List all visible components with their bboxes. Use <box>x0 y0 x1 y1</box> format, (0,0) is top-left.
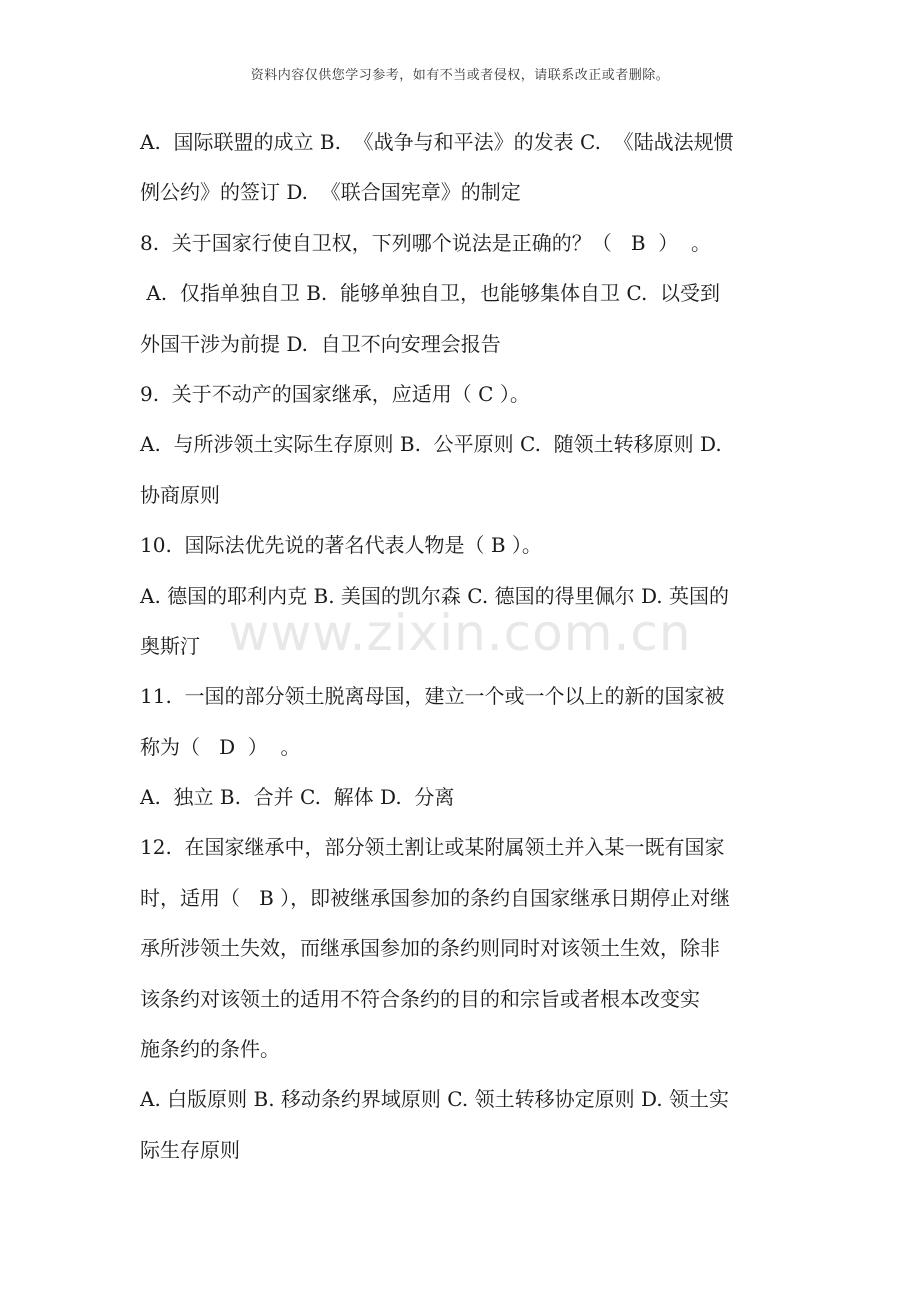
document-body <box>140 117 800 1175</box>
question-12-stem-line-5: 施条约的条件。 <box>140 1037 280 1062</box>
disclaimer-header: 资料内容仅供您学习参考，如有不当或者侵权，请联系改正或者删除。 <box>250 68 670 83</box>
question-12-stem-line-4: 该条约对该领土的适用不符合条约的目的和宗旨或者根本改变实 <box>140 986 700 1011</box>
question-8-options-line-2: 外国干涉为前提 D. 自卫不向安理会报告 <box>140 331 501 356</box>
watermark: www.zixin.com.cn <box>228 604 692 662</box>
question-12-options-line-1: A. 白版原则 B. 移动条约界域原则 C. 领土转移协定原则 D. 领土实 <box>140 1087 729 1112</box>
question-11-options: A. 独立 B. 合并 C. 解体 D. 分离 <box>140 785 455 810</box>
question-11-stem-line-1: 11. 一国的部分领土脱离母国，建立一个或一个以上的新的国家被 <box>140 684 725 709</box>
question-10-options-line-1: A. 德国的耶利内克 B. 美国的凯尔森 C. 德国的得里佩尔 D. 英国的 <box>140 583 729 608</box>
question-12-stem-line-3: 承所涉领土失效，而继承国参加的条约则同时对该领土生效，除非 <box>140 936 720 961</box>
question-10-stem: 10. 国际法优先说的著名代表人物是（ B ）。 <box>140 533 542 558</box>
question-9-options-line-2: 协商原则 <box>140 482 220 507</box>
question-11-stem-line-2: 称为（ D ） 。 <box>140 734 301 759</box>
question-8-stem: 8. 关于国家行使自卫权，下列哪个说法是正确的？（ B ） 。 <box>140 230 711 255</box>
question-9-options-line-1: A. 与所涉领土实际生存原则 B. 公平原则 C. 随领土转移原则 D. <box>140 432 722 457</box>
question-10-options-line-2: 奥斯汀 <box>140 633 200 658</box>
question-12-stem-line-1: 12. 在国家继承中，部分领土割让或某附属领土并入某一既有国家 <box>140 835 725 860</box>
question-7-options-line-1: A. 国际联盟的成立 B. 《战争与和平法》的发表 C. 《陆战法规惯 <box>140 130 734 154</box>
question-8-options-line-1: A. 仅指单独自卫 B. 能够单独自卫，也能够集体自卫 C. 以受到 <box>140 281 721 306</box>
question-12-options-line-2: 际生存原则 <box>140 1137 240 1162</box>
question-9-stem: 9. 关于不动产的国家继承，应适用（ C ）。 <box>140 381 530 406</box>
question-12-stem-line-2: 时，适用（ B ），即被继承国参加的条约自国家继承日期停止对继 <box>140 885 731 910</box>
question-7-options-line-2: 例公约》的签订 D. 《联合国宪章》的制定 <box>140 180 521 205</box>
